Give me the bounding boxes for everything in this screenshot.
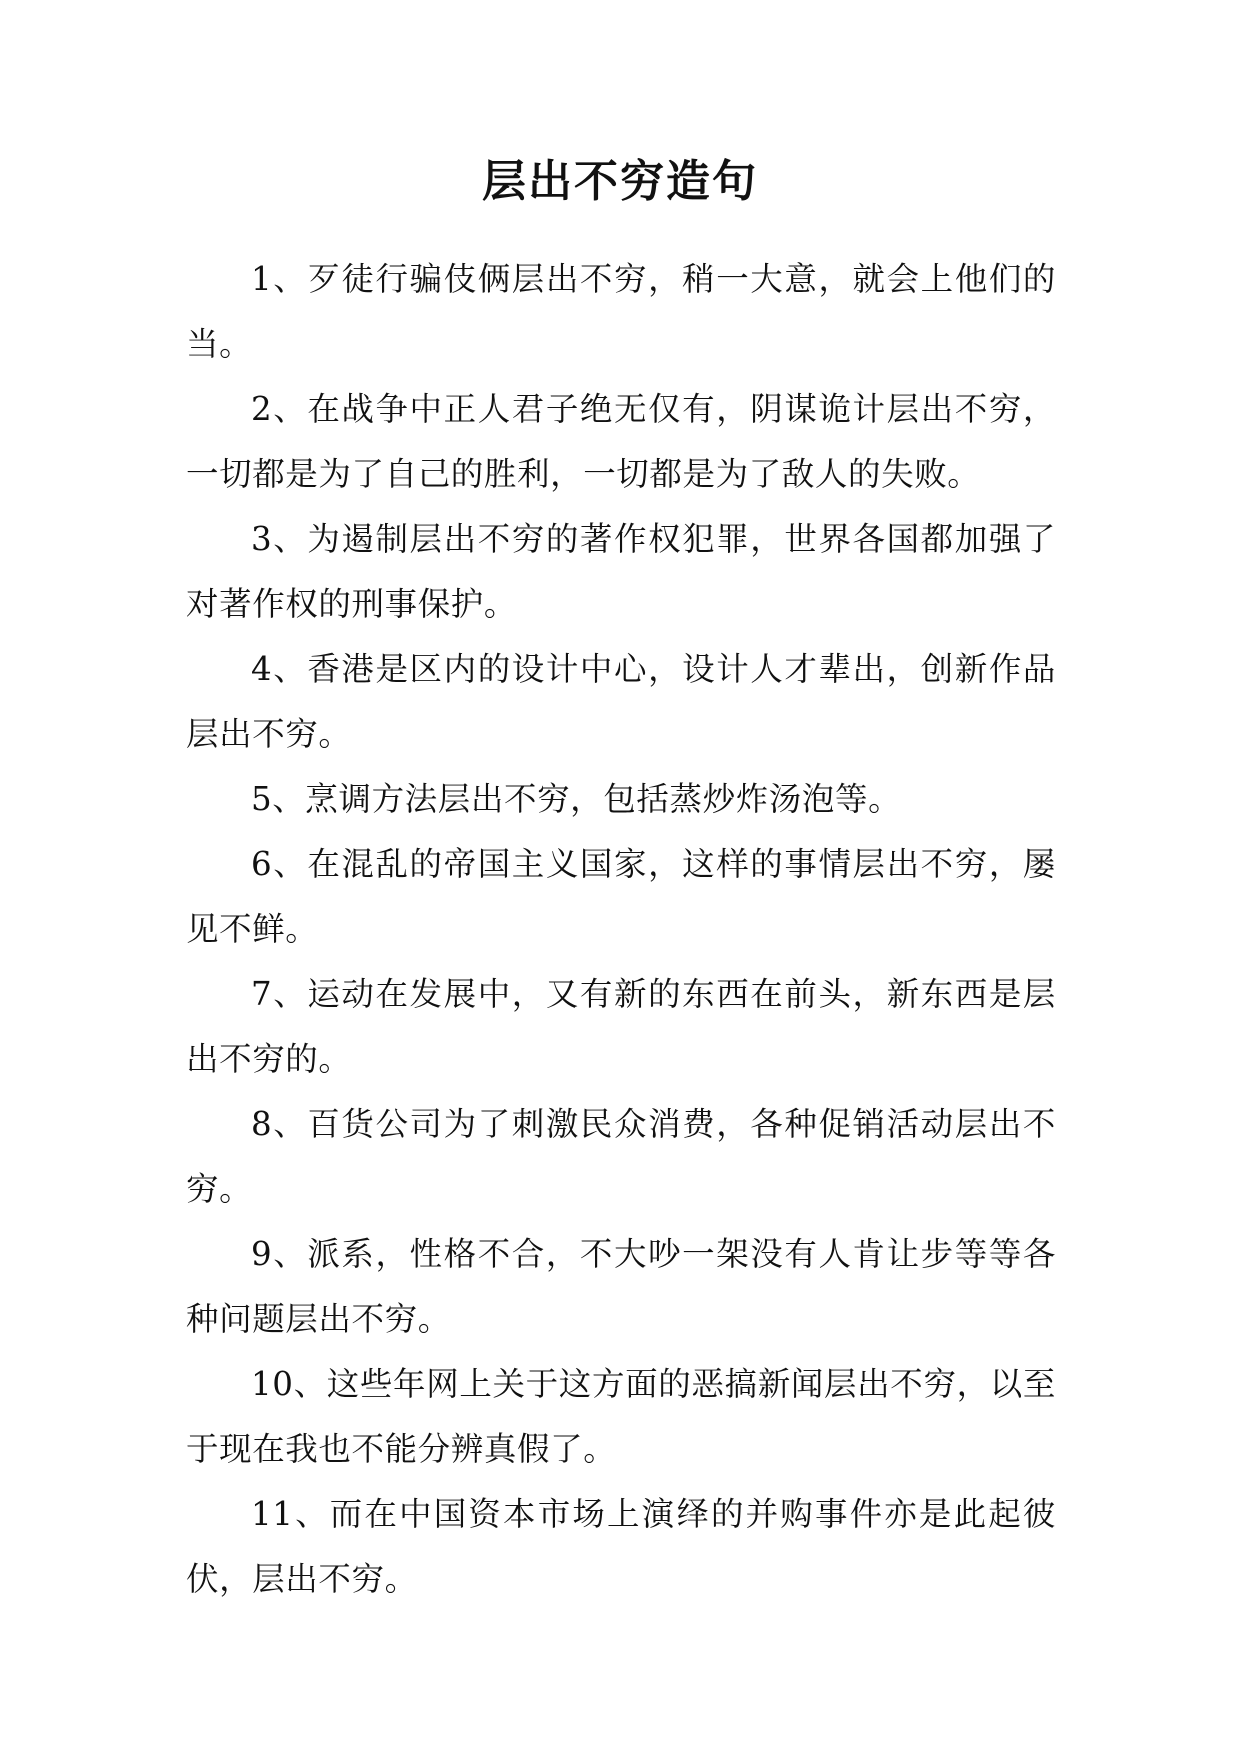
sentence-paragraph: 2、在战争中正人君子绝无仅有，阴谋诡计层出不穷，一切都是为了自己的胜利，一切都是为了敌人的失败。 [186,390,1056,493]
sentence-paragraph: 6、在混乱的帝国主义国家，这样的事情层出不穷，屡见不鲜。 [186,845,1056,948]
sentence-paragraph: 4、香港是区内的设计中心，设计人才辈出，创新作品层出不穷。 [186,650,1056,753]
document-title: 层出不穷造句 [482,156,758,207]
sentence-paragraph: 9、派系，性格不合，不大吵一架没有人肯让步等等各种问题层出不穷。 [186,1235,1056,1338]
sentence-paragraph: 3、为遏制层出不穷的著作权犯罪，世界各国都加强了对著作权的刑事保护。 [186,520,1056,623]
document-body [186,247,1056,1612]
sentence-paragraph: 5、烹调方法层出不穷，包括蒸炒炸汤泡等。 [251,780,902,818]
sentence-paragraph: 11、而在中国资本市场上演绎的并购事件亦是此起彼伏，层出不穷。 [186,1495,1056,1598]
sentence-paragraph: 7、运动在发展中，又有新的东西在前头，新东西是层出不穷的。 [186,975,1056,1078]
sentence-paragraph: 8、百货公司为了刺激民众消费，各种促销活动层出不穷。 [186,1105,1056,1208]
sentence-paragraph: 1、歹徒行骗伎俩层出不穷，稍一大意，就会上他们的当。 [186,260,1056,363]
sentence-paragraph: 10、这些年网上关于这方面的恶搞新闻层出不穷，以至于现在我也不能分辨真假了。 [186,1365,1056,1468]
